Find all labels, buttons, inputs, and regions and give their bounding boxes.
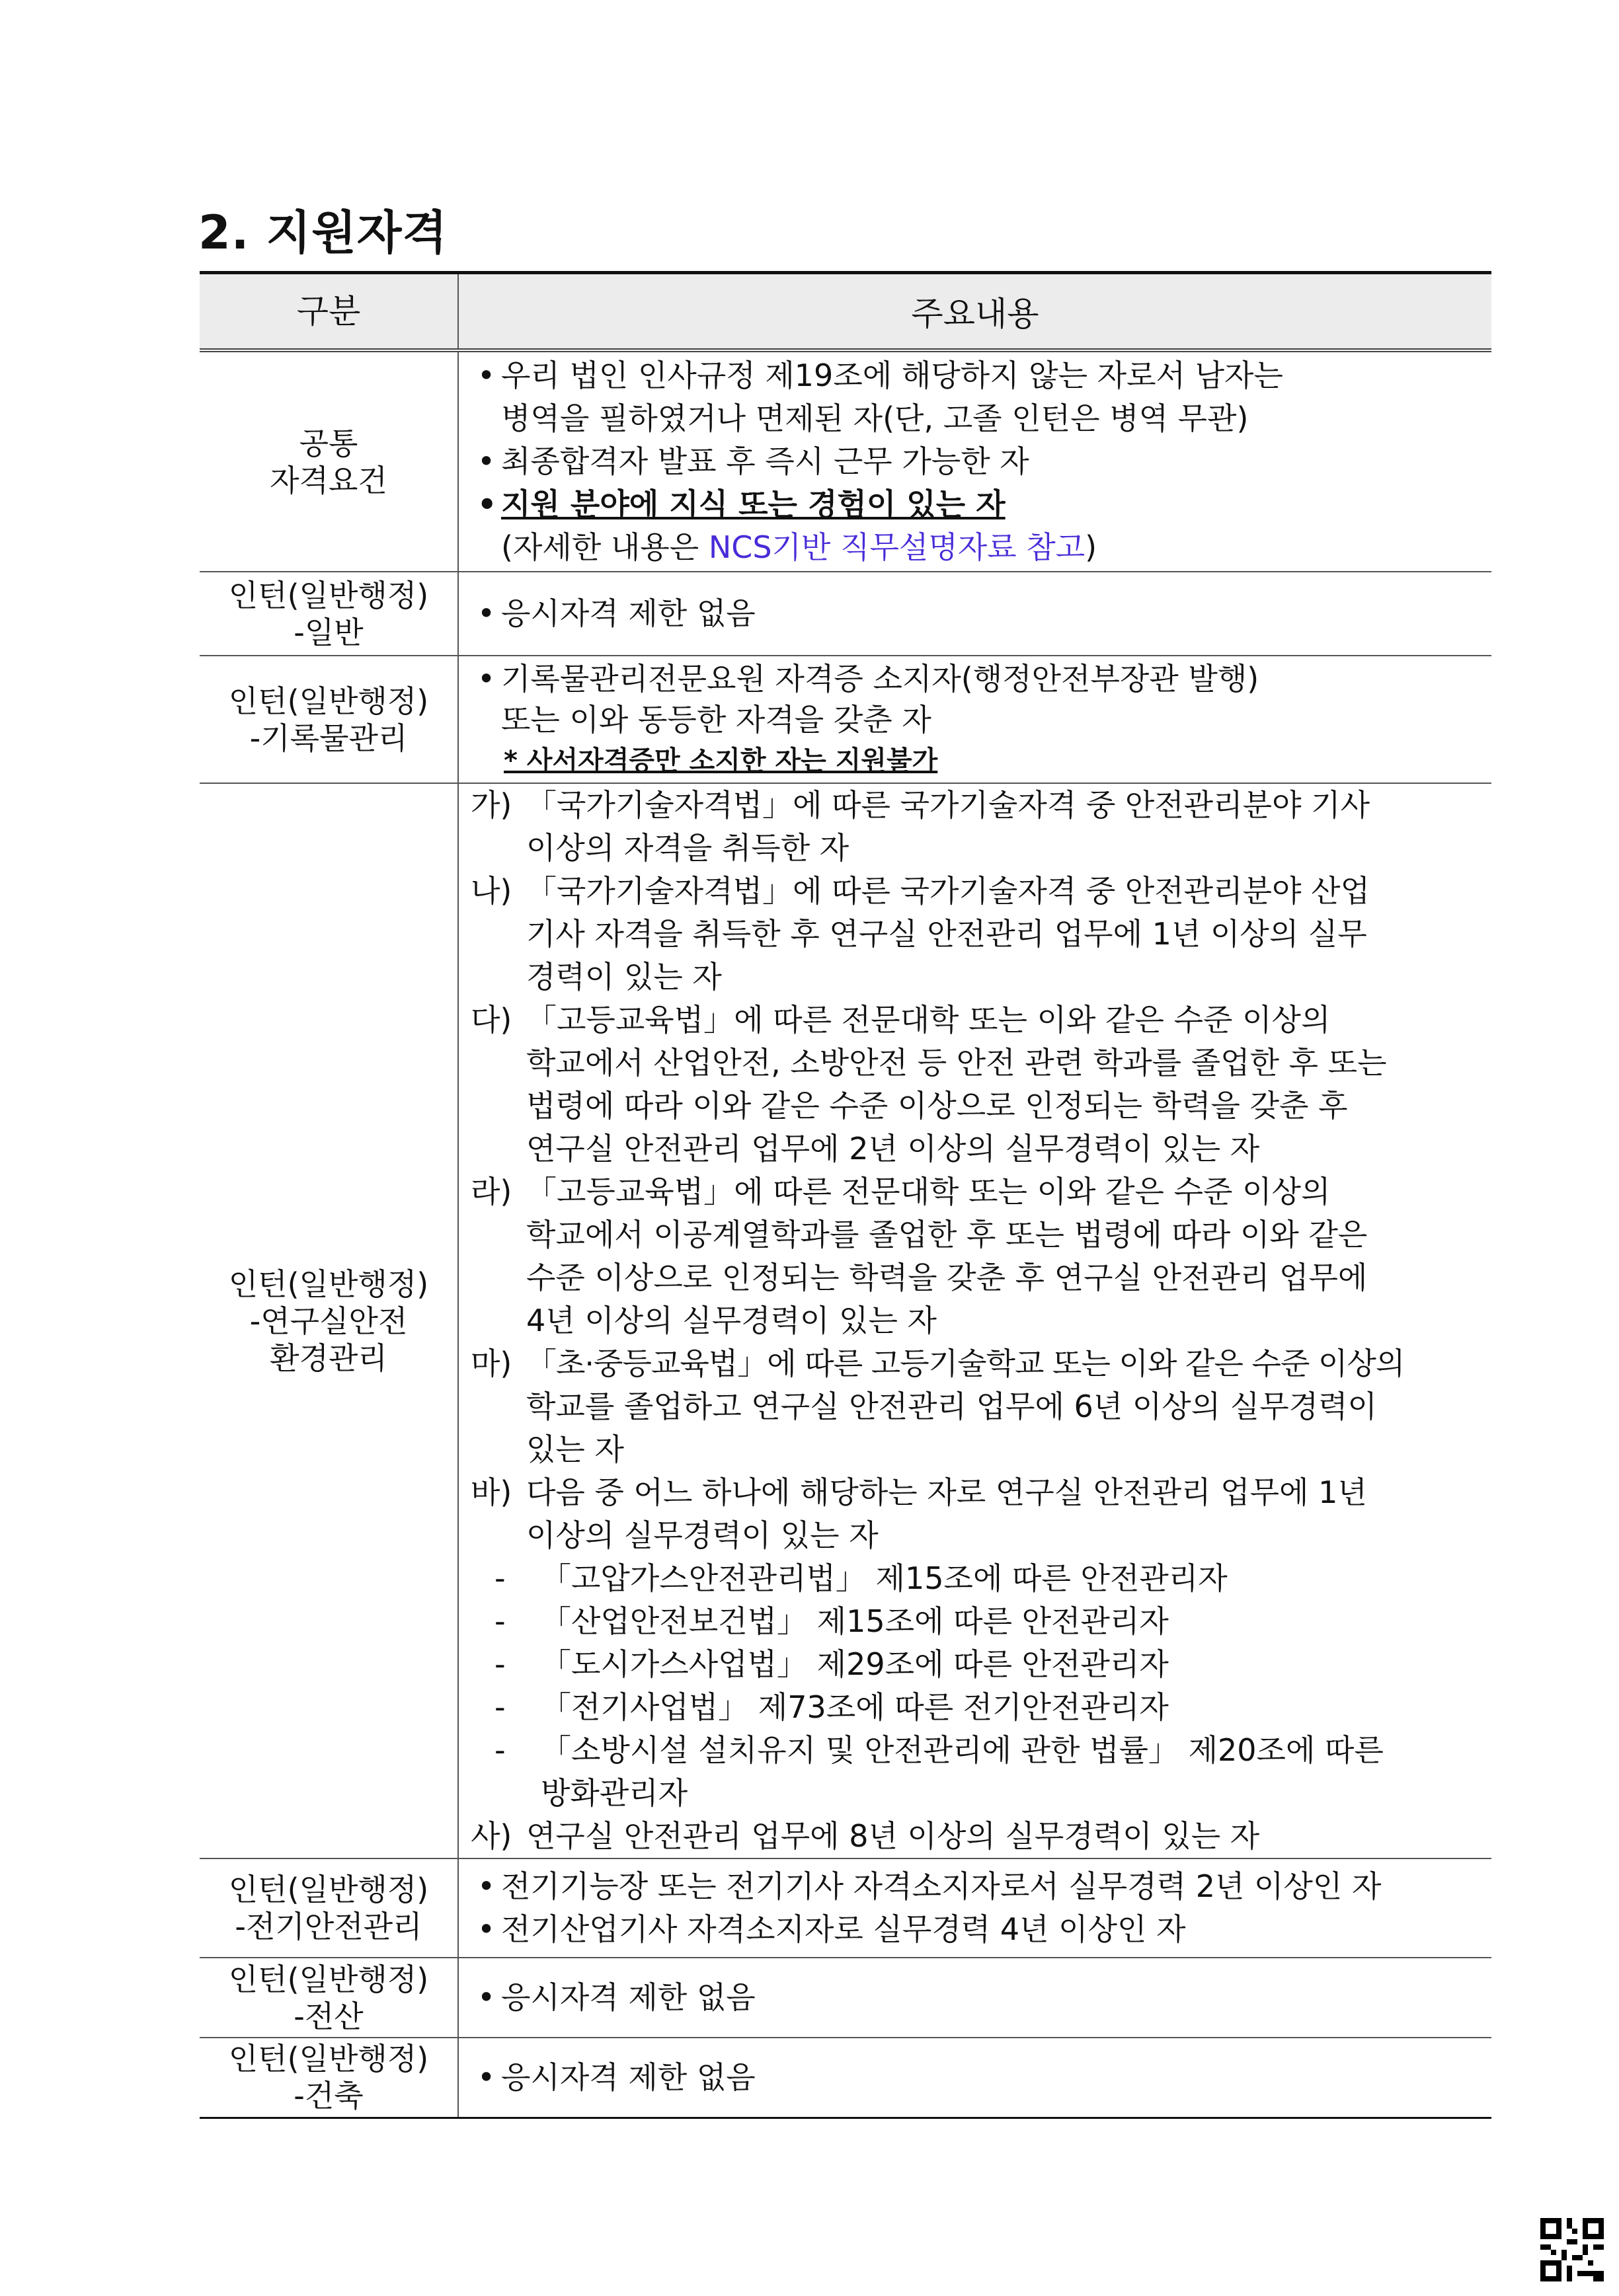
list-item: • 지원 분야에 지식 또는 경험이 있는 자: [477, 486, 1006, 522]
list-item: 나) 「국가기술자격법」에 따른 국가기술자격 중 안전관리분야 산업: [471, 873, 1370, 909]
list-item-cont: 병역을 필하였거나 면제된 자(단, 고졸 인턴은 병역 무관): [501, 401, 1249, 436]
list-item: • 최종합격자 발표 후 즉시 근무 가능한 자: [477, 443, 1029, 479]
list-item: 마) 「초·중등교육법」에 따른 고등기술학교 또는 이와 같은 수준 이상의: [471, 1346, 1405, 1381]
list-item: 라) 「고등교육법」에 따른 전문대학 또는 이와 같은 수준 이상의: [471, 1174, 1331, 1209]
table-row: [200, 2038, 1491, 2118]
list-item: 바) 다음 중 어느 하나에 해당하는 자로 연구실 안전관리 업무에 1년: [471, 1474, 1367, 1510]
dash-item: - 「전기사업법」 제73조에 따른 전기안전관리자: [494, 1689, 1169, 1725]
dash-item: - 「산업안전보건법」 제15조에 따른 안전관리자: [494, 1603, 1169, 1639]
row-label: 인턴(일반행정) -건축: [200, 2038, 458, 2118]
row-content: [458, 1858, 1491, 1958]
row-content: 가) 「국가기술자격법」에 따른 국가기술자격 중 안전관리분야 기사 이상의 자격을 취득한 자 나) 「국가기술자격법」에 따른 국가기술자격 중 안전관리분야 산업 기사 자격을 취득한 후 연구실 안전관리 업무에 1년 이상의 실무 경력이 있는 자 다) 「고등교육법」에 따른 전문대학 또는 이와 같은 수준 이상의 학교에서 산업안전, 소방안전 등 안전 관련 학과를 졸업한 후 또는 법령에 따라 이와 같은 수준 이상으로 인정되는 학력을 갖춘 후 연구실 안전관리 업무에 2년 이상의 실무경력이 있는 자 라) 「고등교육법」에 따른 전문대학 또는 이와 같은 수준 이상의 학교에서 이공계열학과를 졸업한 후 또는 법령에 따라 이와 같은 수준 이상으로 인정되는 학력을 갖춘 후 연구실 안전관리 업무에 4년 이상의 실무경력이 있는 자 마) 「초·중등교육법」에 따른 고등기술학교 또는 이와 같은 수준 이상의 학교를 졸업하고 연구실 안전관리 업무에 6년 이상의 실무경력이 있는 자 바) 다음 중 어느 하나에 해당하는 자로 연구실 안전관리 업무에 1년 이상의 실무경력이 있는 자 - 「고압가스안전관리법」 제15조에 따른 안전관리자 - 「산업안전보건법」 제15조에 따른 안전관리자 - 「도시가스사업법」 제29조에 따른 안전관리자 - 「전기사업법」 제73조에 따른 전기안전관리자 - 「소방시설 설치유지 및 안전관리에 관한 법률」 제20조에 따른 방화관리자 사) 연구실 안전관리 업무에 8년 이상의 실무경력이 있는 자: [458, 783, 1491, 1858]
row-content: [458, 1958, 1491, 2038]
row-content: [458, 656, 1491, 783]
list-item-cont: (자세한 내용은 NCS기반 직무설명자료 참고): [501, 529, 1097, 565]
list-item: • 전기산업기사 자격소지자로 실무경력 4년 이상인 자: [477, 1911, 1186, 1947]
list-item: 가) 「국가기술자격법」에 따른 국가기술자격 중 안전관리분야 기사: [471, 787, 1370, 823]
table-row: [200, 1858, 1491, 1958]
table-row: [200, 572, 1491, 656]
note-text: * 사서자격증만 소지한 자는 지원불가: [504, 745, 938, 776]
ncs-reference-link[interactable]: NCS기반 직무설명자료 참고: [708, 529, 1086, 565]
list-item: • 우리 법인 인사규정 제19조에 해당하지 않는 자로서 남자는: [477, 358, 1283, 393]
row-label: 인턴(일반행정) -일반: [200, 572, 458, 656]
row-label: 인턴(일반행정) -연구실안전 환경관리: [200, 783, 458, 1858]
table-row: [200, 783, 1491, 1858]
section-title: 2. 지원자격: [198, 206, 448, 260]
row-label: 인턴(일반행정) -전산: [200, 1958, 458, 2038]
table-row: [200, 1958, 1491, 2038]
row-label: 인턴(일반행정) -기록물관리: [200, 656, 458, 783]
list-item: • 응시자격 제한 없음: [477, 595, 756, 631]
row-content: [458, 2038, 1491, 2118]
row-label: 인턴(일반행정) -전기안전관리: [200, 1858, 458, 1958]
table-row: [200, 350, 1491, 572]
list-item-cont: 또는 이와 동등한 자격을 갖춘 자: [501, 701, 931, 738]
dash-item: - 「고압가스안전관리법」 제15조에 따른 안전관리자: [494, 1560, 1228, 1596]
row-label: 공통 자격요건: [200, 350, 458, 572]
dash-item: - 「소방시설 설치유지 및 안전관리에 관한 법률」 제20조에 따른: [494, 1732, 1384, 1768]
list-item: • 기록물관리전문요원 자격증 소지자(행정안전부장관 발행): [477, 660, 1259, 697]
table-header: [200, 273, 1491, 351]
list-item: • 응시자격 제한 없음: [477, 1979, 756, 2015]
list-item: • 응시자격 제한 없음: [477, 2059, 756, 2095]
row-content: [458, 350, 1491, 572]
list-item: • 전기기능장 또는 전기기사 자격소지자로서 실무경력 2년 이상인 자: [477, 1868, 1382, 1904]
dash-item: - 「도시가스사업법」 제29조에 따른 안전관리자: [494, 1646, 1169, 1682]
table-row: [200, 656, 1491, 783]
qualification-table: [200, 271, 1491, 2119]
row-content: [458, 572, 1491, 656]
qr-code-icon: [1540, 2218, 1604, 2281]
header-content: 주요내용: [458, 273, 1491, 351]
header-category: 구분: [200, 273, 458, 351]
list-item: 사) 연구실 안전관리 업무에 8년 이상의 실무경력이 있는 자: [471, 1818, 1260, 1854]
list-item: 다) 「고등교육법」에 따른 전문대학 또는 이와 같은 수준 이상의: [471, 1002, 1331, 1038]
